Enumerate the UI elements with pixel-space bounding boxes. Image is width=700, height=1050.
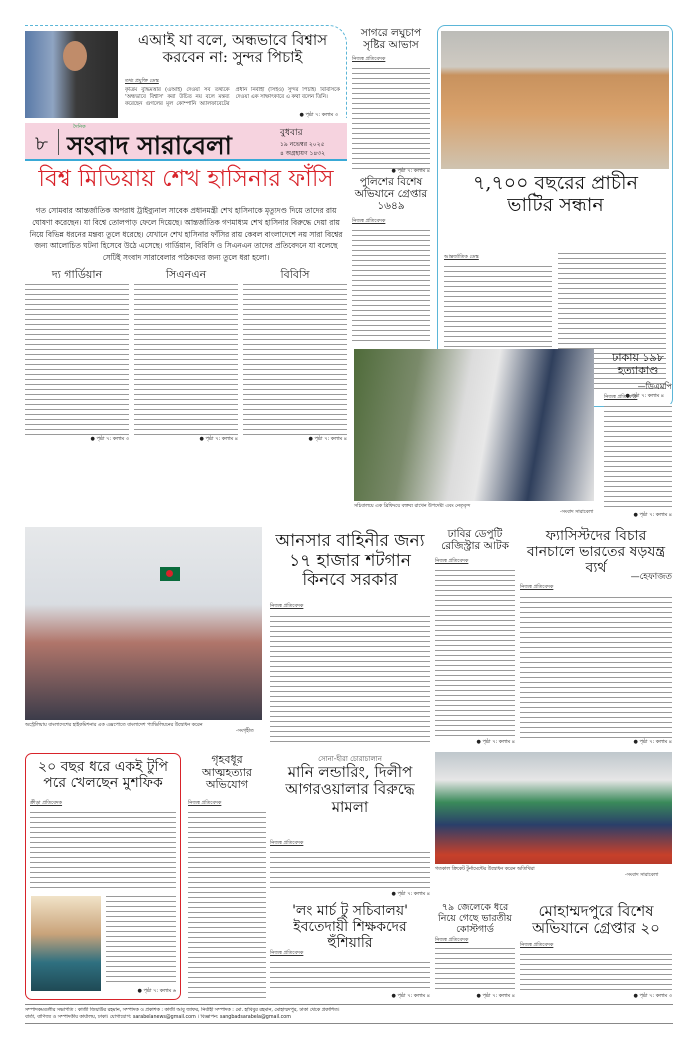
mushfiq-headline[interactable]: ২০ বছর ধরে একই টুপি পরে খেলছেন মুশফিক: [37, 759, 169, 792]
footer-line-1: সম্পাদকমণ্ডলীর সভাপতি : কাজী জিয়াউর রহমান, সম্পাদক ও প্রকাশক : কাজী আবু জাফর, নির্বাহী সম্পাদক : মো. হাবিবুর রহমান, মোহাম্মদপুর, ঢাকা থেকে প্রকাশিত।: [25, 1008, 340, 1013]
masthead-divider: [58, 129, 59, 155]
police-body: [352, 228, 430, 343]
pottery-photo: [441, 31, 669, 169]
pichai-photo: [25, 31, 118, 118]
laundering-jump[interactable]: ● পৃষ্ঠা ৭: কলাম ৪: [391, 891, 430, 897]
cricket-photo-caption: গতকাল ক্রিকেট টুর্নামেন্টের উদ্বোধন করেন অতিথিরা: [435, 867, 535, 872]
pichai-story: [25, 25, 347, 118]
guardian-body: [25, 282, 129, 437]
pottery-jump[interactable]: ● পৃষ্ঠা ৭: কলাম ৪: [625, 393, 664, 399]
ansar-body: [270, 614, 430, 744]
cnn-jump[interactable]: ● পৃষ্ঠা ৭: কলাম ৪: [199, 436, 238, 442]
mushfiq-body-2: [106, 894, 176, 986]
mushfiq-body: [30, 810, 176, 890]
sagar-byline: নিজস্ব প্রতিবেদক: [352, 56, 386, 62]
expo-photo: [25, 527, 262, 720]
mushfiq-byline: ক্রীড়া প্রতিবেদক: [30, 800, 63, 806]
lead-intro: গত সোমবার আন্তর্জাতিক অপরাধ ট্রাইব্যুনাল সাবেক প্রধানমন্ত্রী শেখ হাসিনাকে মৃত্যুদণ্ড দিয়ে তাদের রায় ঘোষণা করেছেন। যা বিশ্বে তোলপাড় ফেলে দিয়েছে। আন্তর্জাতিক গণমাধ্যম শেখ হাসিনার বিরুদ্ধে দেয়া রায় নিয়ে বিভিন্ন ধরনের মন্তব্য তুলে ধরেছে। যেখানে শেখ হাসিনার ফাঁসির রায় কেবল বাংলাদেশে নয় সারা বিশ্বের জন্য আলোচিত ঘটনা হিসেবে উঠে এসেছে। গার্ডিয়ান, বিবিসি ও সিএনএন তাদের প্রতিবেদনে যা বলেছে সেটিই সংবাদ সারাবেলার পাঠকদের জন্য তুলে ধরা হলো।: [29, 206, 343, 263]
pottery-byline: আন্তর্জাতিক ডেস্ক: [444, 254, 479, 260]
page-number: ৮: [35, 131, 48, 155]
dhaka-attribution: —ডিএমপি: [637, 382, 672, 391]
police-headline[interactable]: পুলিশের বিশেষ অভিযানে গ্রেপ্তার ১৬৪৯: [354, 176, 428, 213]
footer: [25, 1004, 673, 1024]
fascist-attribution: —হেফাজত: [630, 572, 672, 582]
dhaka-jump[interactable]: ● পৃষ্ঠা ৭: কলাম ৪: [633, 512, 672, 518]
ansar-byline: নিজস্ব প্রতিবেদক: [270, 603, 304, 609]
mohammadpur-byline: নিজস্ব প্রতিবেদক: [520, 942, 554, 948]
pichai-byline: তথ্য প্রযুক্তি ডেস্ক: [125, 78, 159, 84]
pichai-headline[interactable]: এআই যা বলে, অন্ধভাবে বিশ্বাস করবেন না: সুন্দর পিচাই: [137, 31, 328, 67]
longmarch-byline: নিজস্ব প্রতিবেদক: [270, 950, 304, 956]
fishermen-headline[interactable]: ৭৯ জেলেকে ধরে নিয়ে গেছে ভারতীয় কোস্টগার্ড: [438, 902, 512, 935]
mohammadpur-headline[interactable]: মোহাম্মদপুরে বিশেষ অভিযানে গ্রেপ্তার ২০: [532, 902, 660, 938]
date-gregorian: ১৯ নভেম্বর ২০২৫: [280, 141, 325, 148]
longmarch-jump[interactable]: ● পৃষ্ঠা ৭: কলাম ৪: [391, 993, 430, 999]
mohammadpur-jump[interactable]: ● পৃষ্ঠা ৭: কলাম ৩: [633, 993, 672, 999]
housewife-body: [188, 810, 266, 1000]
fishermen-body: [435, 946, 515, 992]
fascist-body: [520, 595, 672, 738]
main-photo: [354, 349, 594, 501]
longmarch-body: [270, 960, 430, 992]
laundering-body: [270, 850, 430, 890]
housewife-headline[interactable]: গৃহবধূর আত্মহত্যার অভিযোগ: [202, 753, 252, 792]
du-body: [435, 568, 515, 738]
bbc-body: [243, 282, 347, 437]
pottery-headline[interactable]: ৭,৭০০ বছরের প্রাচীন ভাটির সন্ধান: [473, 172, 638, 216]
footer-line-2: বার্তা, বাণিজ্য ও সম্পাদকীয় কার্যালয়, ঢাকা। যোগাযোগ: sarabelanews@gmail.com । বিজ্ঞাপন: sangbadsarabela@gmail.com: [25, 1015, 291, 1020]
housewife-byline: নিজস্ব প্রতিবেদক: [188, 800, 222, 806]
lead-col-bbc-title: বিবিসি: [280, 268, 310, 281]
main-photo-caption: সচিবালয়ে এক ব্রিফিংয়ে বক্তব্য রাখেন উপদেষ্টা এবং নেতৃবৃন্দ: [354, 504, 471, 509]
mushfiq-cap-photo: [31, 896, 101, 991]
bbc-jump[interactable]: ● পৃষ্ঠা ৭: কলাম ৪: [308, 436, 347, 442]
guardian-jump[interactable]: ● পৃষ্ঠা ৭: কলাম ৩: [90, 436, 129, 442]
cricket-photo-credit: -সংবাদ সারাবেলা: [625, 873, 659, 878]
laundering-headline[interactable]: মানি লন্ডারিং, দিলীপ আগরওয়ালার বিরুদ্ধে মামলা: [285, 763, 415, 816]
date-bengali: ৪ অগ্রহায়ণ ১৪৩২: [280, 150, 326, 157]
sagar-body: [352, 66, 430, 171]
laundering-byline: নিজস্ব প্রতিবেদক: [270, 840, 304, 846]
lead-col-guardian-title: দ্য গার্ডিয়ান: [51, 268, 103, 281]
fascist-headline[interactable]: ফ্যাসিস্টদের বিচার বানচালে ভারতের ষড়যন্ত্র ব্যর্থ: [526, 528, 666, 577]
dhaka-headline[interactable]: ঢাকায় ১৯৮ হত্যাকাণ্ড: [612, 351, 664, 377]
dhaka-byline: নিজস্ব প্রতিবেদক: [604, 394, 638, 400]
weekday: বুধবার: [280, 128, 303, 138]
fishermen-jump[interactable]: ● পৃষ্ঠা ৭: কলাম ৪: [476, 993, 515, 999]
pichai-jump[interactable]: ● পৃষ্ঠা ৭: কলাম ৩: [299, 112, 338, 118]
cricket-photo: [435, 752, 672, 864]
mushfiq-jump[interactable]: ● পৃষ্ঠা ৭: কলাম ৬: [137, 988, 176, 994]
du-headline[interactable]: ঢাবির ডেপুটি রেজিস্ট্রার আটক: [441, 528, 509, 553]
pichai-body: কৃত্রিম বুদ্ধিমত্তার (এআই) দেওয়া সব তথ্যকে 'অন্ধভাবে বিশ্বাস' করা উচিত নয় বলে মন্তব্য করেছেন গুগলের মূল কোম্পানি অ্যালফাবেটের প্রধান নির্বাহী (সিইও) সুন্দর পিচাই। বিবিসিকে দেওয়া এক সাক্ষাৎকারে এ কথা বলেন তিনি।: [125, 87, 340, 107]
masthead-kicker: দৈনিক: [73, 124, 86, 130]
cnn-body: [134, 282, 238, 437]
sagar-jump[interactable]: ● পৃষ্ঠা ৭: কলাম ৪: [391, 168, 430, 174]
lead-headline[interactable]: বিশ্ব মিডিয়ায় শেখ হাসিনার ফাঁসি: [38, 166, 334, 192]
fishermen-byline: নিজস্ব প্রতিবেদক: [435, 937, 469, 943]
mohammadpur-body: [520, 952, 672, 992]
lead-col-cnn-title: সিএনএন: [165, 268, 207, 281]
du-byline: নিজস্ব প্রতিবেদক: [435, 558, 469, 564]
laundering-kicker: সোনা-হীরা চোরাচালান: [318, 755, 382, 763]
expo-photo-caption: অস্ট্রেলিয়ায় বাংলাদেশের হাইকমিশনার এক এক্সপোতে বাংলাদেশ প্যাভিলিয়নের উদ্বোধন করেন: [25, 723, 203, 728]
du-jump[interactable]: ● পৃষ্ঠা ৭: কলাম ৪: [476, 739, 515, 745]
newspaper-logo: সংবাদ সারাবেলা: [67, 131, 232, 160]
ansar-headline[interactable]: আনসার বাহিনীর জন্য ১৭ হাজার শটগান কিনবে সরকার: [275, 531, 425, 591]
dhaka-body: [604, 404, 672, 510]
sagar-headline[interactable]: সাগরে লঘুচাপ সৃষ্টির আভাস: [360, 27, 422, 52]
main-photo-credit: -সংবাদ সারাবেলা: [560, 510, 594, 515]
mushfiq-story: [25, 753, 181, 1000]
expo-photo-credit: -সংগৃহীত: [236, 729, 254, 734]
police-byline: নিজস্ব প্রতিবেদক: [352, 218, 386, 224]
fascist-jump[interactable]: ● পৃষ্ঠা ৭: কলাম ৪: [633, 739, 672, 745]
fascist-byline: নিজস্ব প্রতিবেদক: [520, 584, 554, 590]
longmarch-headline[interactable]: 'লং মার্চ টু সচিবালয়' ইবতেদায়ী শিক্ষকদের হুঁশিয়ারি: [292, 903, 408, 952]
masthead: [25, 123, 347, 161]
